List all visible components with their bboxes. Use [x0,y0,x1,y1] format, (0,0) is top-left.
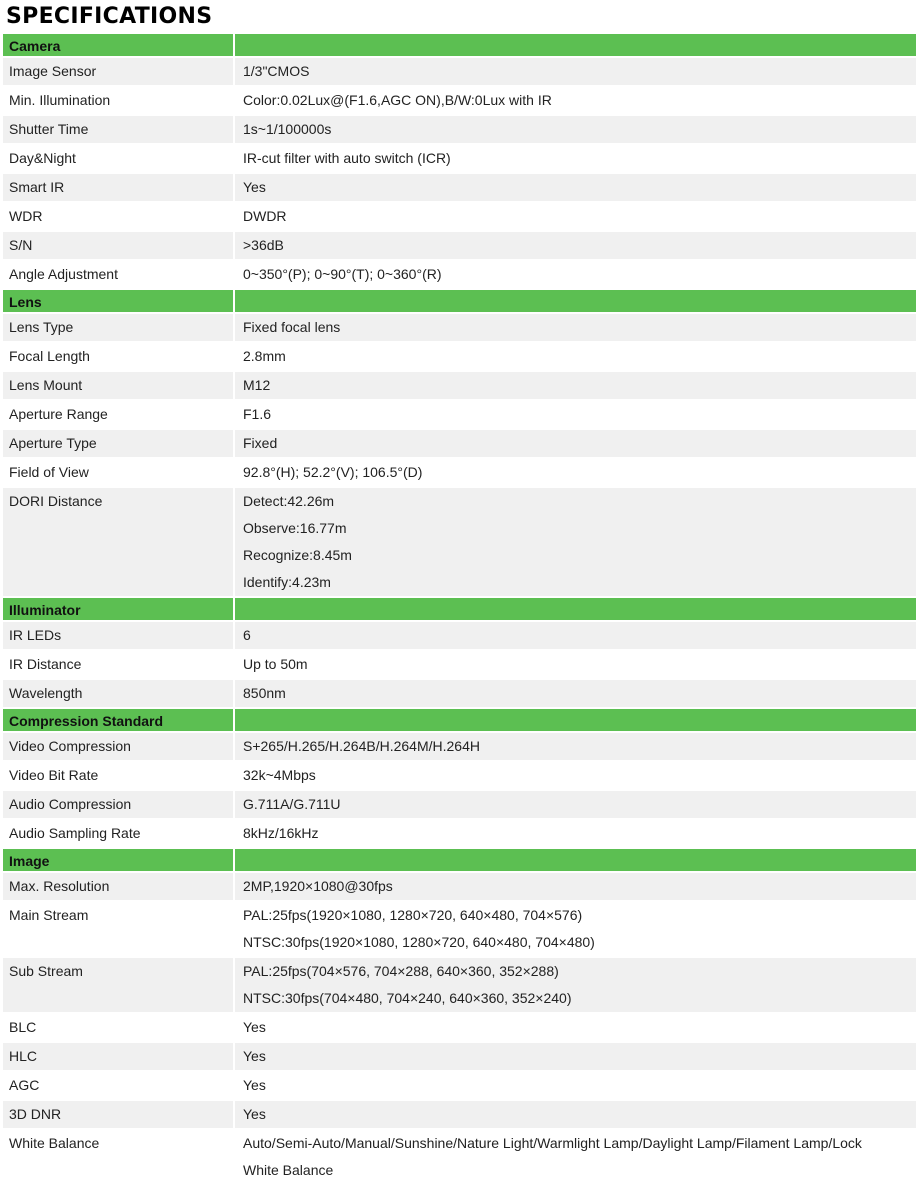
spec-value-line: Yes [243,179,266,195]
spec-value [233,820,916,847]
spec-row-s-n [3,232,916,261]
page-title: SPECIFICATIONS [6,4,213,29]
spec-value [233,430,916,457]
section-header-lens [3,290,916,314]
spec-value [233,622,916,649]
spec-value-line: 850nm [243,685,286,701]
spec-value [233,791,916,818]
spec-label: Aperture Type [9,435,97,451]
spec-value-line: PAL:25fps(704×576, 704×288, 640×360, 352×288) [243,963,559,979]
spec-value [233,902,916,956]
spec-row-image-sensor [3,58,916,87]
section-header-blank [233,598,916,620]
spec-value-line: S+265/H.265/H.264B/H.264M/H.264H [243,738,480,754]
spec-value-line: NTSC:30fps(1920×1080, 1280×720, 640×480, 704×480) [243,934,595,950]
spec-row-audio-compression [3,791,916,820]
spec-label: White Balance [9,1135,100,1151]
spec-value [233,261,916,288]
spec-value [233,762,916,789]
spec-label: HLC [9,1048,38,1064]
spec-label: Angle Adjustment [9,266,118,282]
spec-value [233,1072,916,1099]
spec-value-line: Recognize:8.45m [243,547,352,563]
spec-label: Field of View [9,464,89,480]
spec-value [233,116,916,143]
spec-row-white-balance [3,1130,916,1186]
spec-row-smart-ir [3,174,916,203]
spec-value-line: M12 [243,377,271,393]
section-header-blank [233,290,916,312]
spec-value-line: 92.8°(H); 52.2°(V); 106.5°(D) [243,464,423,480]
spec-row-lens-type [3,314,916,343]
spec-row-angle-adjustment [3,261,916,290]
spec-value-line: G.711A/G.711U [243,796,341,812]
spec-label: WDR [9,208,43,224]
spec-value-line: 2.8mm [243,348,286,364]
spec-label: Wavelength [9,685,83,701]
spec-row-max-resolution [3,873,916,902]
spec-value [233,87,916,114]
spec-label: Aperture Range [9,406,108,422]
spec-label: Audio Sampling Rate [9,825,141,841]
spec-value [233,1101,916,1128]
spec-row-aperture-type [3,430,916,459]
spec-label: Focal Length [9,348,90,364]
section-header-camera [3,34,916,58]
spec-row-focal-length [3,343,916,372]
spec-label: IR LEDs [9,627,62,643]
spec-row-audio-sampling-rate [3,820,916,849]
spec-value-line: Yes [243,1077,266,1093]
spec-value [233,203,916,230]
spec-value [233,1014,916,1041]
section-header-blank [233,849,916,871]
spec-value [233,145,916,172]
spec-value [233,873,916,900]
spec-value [233,314,916,341]
spec-value-line: 32k~4Mbps [243,767,316,783]
spec-value [233,1130,916,1184]
spec-value-line: Yes [243,1048,266,1064]
spec-label: Main Stream [9,907,89,923]
spec-label: Lens Type [9,319,74,335]
spec-label: 3D DNR [9,1106,62,1122]
spec-value-line: Detect:42.26m [243,493,335,509]
section-header-blank [233,34,916,56]
spec-value-line: 6 [243,627,251,643]
spec-value-line: Identify:4.23m [243,574,331,590]
spec-value-line: 1/3"CMOS [243,63,310,79]
spec-value-line: 0~350°(P); 0~90°(T); 0~360°(R) [243,266,442,282]
spec-value-line: Fixed [243,435,278,451]
spec-row-aperture-range [3,401,916,430]
spec-value-line: DWDR [243,208,287,224]
spec-label: Audio Compression [9,796,132,812]
spec-row-ir-leds [3,622,916,651]
spec-row-video-compression [3,733,916,762]
section-header-blank [233,709,916,731]
spec-value [233,651,916,678]
section-header-illuminator [3,598,916,622]
spec-value-line: Yes [243,1019,266,1035]
spec-value [233,174,916,201]
spec-value-line: 8kHz/16kHz [243,825,319,841]
spec-label: Max. Resolution [9,878,110,894]
spec-value-line: White Balance [243,1162,334,1178]
spec-label: Image Sensor [9,63,97,79]
spec-value [233,488,916,596]
spec-value [233,232,916,259]
spec-label: AGC [9,1077,40,1093]
spec-label: Shutter Time [9,121,89,137]
spec-row-wavelength [3,680,916,709]
spec-row-shutter-time [3,116,916,145]
section-title: Image [9,853,50,869]
spec-row-agc [3,1072,916,1101]
section-header-image [3,849,916,873]
spec-value [233,401,916,428]
spec-row-3d-dnr [3,1101,916,1130]
spec-row-video-bit-rate [3,762,916,791]
spec-value-line: Fixed focal lens [243,319,341,335]
spec-label: BLC [9,1019,37,1035]
spec-label: Video Compression [9,738,131,754]
spec-label: Day&Night [9,150,76,166]
spec-value [233,733,916,760]
spec-value [233,58,916,85]
spec-value [233,459,916,486]
spec-label: DORI Distance [9,493,103,509]
spec-label: Lens Mount [9,377,83,393]
spec-value [233,680,916,707]
spec-value-line: >36dB [243,237,284,253]
spec-value-line: NTSC:30fps(704×480, 704×240, 640×360, 352×240) [243,990,572,1006]
spec-value-line: F1.6 [243,406,272,422]
spec-label: Sub Stream [9,963,83,979]
spec-value [233,1043,916,1070]
spec-value-line: Color:0.02Lux@(F1.6,AGC ON),B/W:0Lux with IR [243,92,552,108]
spec-value [233,372,916,399]
spec-row-lens-mount [3,372,916,401]
spec-value-line: Auto/Semi-Auto/Manual/Sunshine/Nature Light/Warmlight Lamp/Daylight Lamp/Filament Lamp/Lock [243,1135,862,1151]
spec-value-line: PAL:25fps(1920×1080, 1280×720, 640×480, 704×576) [243,907,583,923]
section-title: Lens [9,294,42,310]
spec-label: Video Bit Rate [9,767,99,783]
section-header-compression-standard [3,709,916,733]
spec-row-ir-distance [3,651,916,680]
spec-value-line: 2MP,1920×1080@30fps [243,878,393,894]
spec-label: Smart IR [9,179,65,195]
spec-value-line: IR-cut filter with auto switch (ICR) [243,150,451,166]
spec-row-blc [3,1014,916,1043]
spec-row-sub-stream [3,958,916,1014]
section-title: Camera [9,38,61,54]
spec-row-field-of-view [3,459,916,488]
spec-label: IR Distance [9,656,82,672]
spec-label: Min. Illumination [9,92,111,108]
spec-value [233,343,916,370]
section-title: Illuminator [9,602,81,618]
spec-row-dori-distance [3,488,916,598]
spec-row-min-illumination [3,87,916,116]
spec-value-line: 1s~1/100000s [243,121,332,137]
spec-row-hlc [3,1043,916,1072]
spec-value-line: Up to 50m [243,656,308,672]
spec-value [233,958,916,1012]
spec-value-line: Observe:16.77m [243,520,347,536]
spec-value-line: Yes [243,1106,266,1122]
spec-label: S/N [9,237,33,253]
spec-row-main-stream [3,902,916,958]
spec-row-wdr [3,203,916,232]
section-title: Compression Standard [9,713,164,729]
spec-row-day-night [3,145,916,174]
specifications-table [3,34,916,1186]
